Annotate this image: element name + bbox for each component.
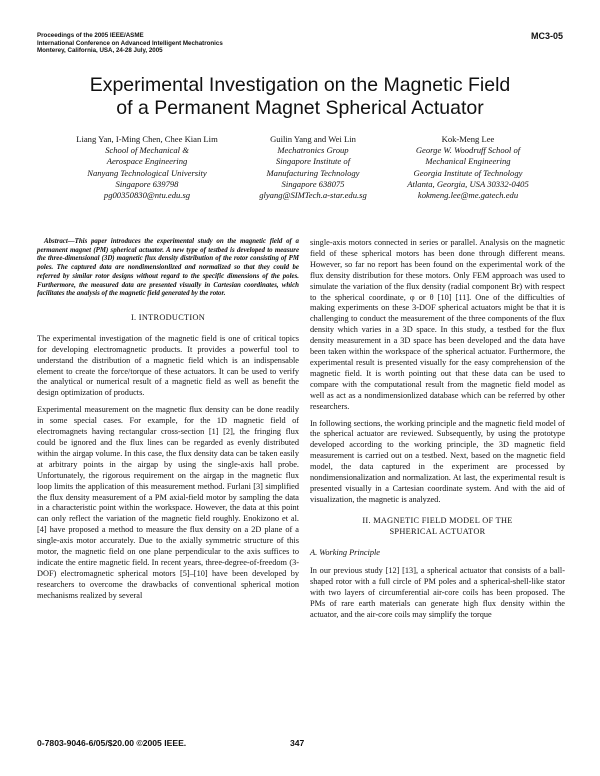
author-names: Kok-Meng Lee	[441, 134, 495, 144]
heading-line: II. MAGNETIC FIELD MODEL OF THE	[362, 515, 513, 525]
paragraph: Experimental measurement on the magnetic flux density can be done readily in some special cases. For example, for the 1D magnetic field of electromagnets having rectangular cross-section [1] [2], the fringing flux could be ignored and the flux lines can be regarded as evenly distributed within the airgap volume. In this case, the flux density data can be taken easily at arbitrary points in the airgap by using the single-axis hall probe. Unfortunately, the rigorous requirement on the airgap in the magnetic flux loop limits the application of this measurement method. Furlani [3] simplified the flux density measurement of a PM axial-field motor by sampling the data in a characteristic point within the workspace. However, the data at this point can only reflect the variation of the magnetic field roughly. Enokizono et al. [4] have proposed a method to measure the flux density on a 2D plane of a single-axis motor accurately. Due to the axially symmetric structure of this motor, the magnetic field on one plane perpendicular to the axis suffices to indicate the entire magnetic field. In recent years, three-degree-of-freedom (3-DOF) electromagnetic spherical motors [5]–[10] have been developed by researchers to overcome the drawbacks of conventional spherical motion mechanisms realized by several	[37, 405, 299, 600]
author-block-2	[238, 134, 388, 201]
affiliation-line: Atlanta, Georgia, USA 30332-0405	[407, 178, 529, 189]
heading-line: SPHERICAL ACTUATOR	[389, 526, 486, 536]
affiliation-line: Aerospace Engineering	[106, 156, 188, 167]
affiliation-line: Singapore 639798	[115, 178, 179, 189]
abstract: Abstract—This paper introduces the experimental study on the magnetic field of a permanent magnet (PM) spherical actuator. A new type of testbed is developed to measure the three-dimensional (3D) magnetic flux density distribution of the rotor consisting of PM poles. The captured data are nondimensionlized and normalized so that they could be referred by similar rotor designs without regard to the specific dimensions of the poles. Furthermore, the measured data are presented visually in Cartesian coordinates, which facilitates the analysis of the magnetic field generated by the rotor.	[37, 238, 299, 298]
paragraph: In following sections, the working principle and the magnetic field model of the spherical actuator are reviewed. Subsequently, by using the prototype developed according to the working principle, the 3D magnetic field measurement is carried out on a testbed. Next, based on the magnetic field model, the data captured in the experiment are processed by nondimensionalization and normalization. At last, the experimental result is presented visually in a Cartesian coordinate system. And with the aid of visualization, the magnetic is analyzed.	[310, 418, 565, 504]
subsection-heading-working-principle: A. Working Principle	[310, 547, 380, 557]
page-number: 347	[290, 738, 305, 748]
author-email: kokmeng.lee@me.gatech.edu	[417, 190, 519, 201]
section-heading-introduction: I. INTRODUCTION	[130, 312, 206, 322]
affiliation-line: Nanyang Technological University	[87, 167, 207, 178]
author-names: Liang Yan, I-Ming Chen, Chee Kian Lim	[76, 134, 218, 144]
author-block-3	[383, 134, 553, 201]
section-heading-magnetic-field-model	[310, 516, 565, 538]
affiliation-line: Mechatronics Group	[277, 145, 349, 156]
affiliation-line: Georgia Institute of Technology	[413, 167, 523, 178]
header-line: Proceedings of the 2005 IEEE/ASME	[37, 32, 144, 39]
title-line-2: of a Permanent Magnet Spherical Actuator	[116, 97, 484, 119]
footer-isbn: 0-7803-9046-6/05/$20.00 ©2005 IEEE.	[37, 738, 187, 748]
paragraph: single-axis motors connected in series or parallel. Analysis on the magnetic field of these spherical motors has been done through different means. However, so far no report has been found on the experimental work of the flux density distribution for these motors. Only FEM approach was used to simulate the variation of the flux density (radial component Br) with respect to the spherical coordinate, φ or θ [10] [11]. One of the difficulties of making experiments on these 3-DOF spherical actuators might be that it is challenging to conduct the measurement of the three components of the flux density which varies in a 3D space. In this study, a testbed for the flux density measurement in a 3D space has been developed and the data have been taken within the workspace of the spherical actuator. Furthermore, the experimental result is presented visually for the easy comprehension of the magnetic field. It is worth pointing out that these data can be used to compare with the computational result from the magnetic field model as well as act as a nondimensionlized database which can be referred by other researchers.	[310, 238, 565, 411]
affiliation-line: Manufacturing Technology	[266, 167, 360, 178]
paper-code: MC3-05	[530, 31, 563, 41]
affiliation-line: George W. Woodruff School of	[415, 145, 521, 156]
paragraph: In our previous study [12] [13], a spherical actuator that consists of a ball-shaped rotor with a full circle of PM poles and a spherical-shell-like stator with two layers of circumferential air-core coils has been proposed. The PMs of rare earth materials can generate high flux density within the actuator, and the air-core coils may simplify the torque	[310, 566, 565, 620]
proceedings-header	[37, 32, 223, 55]
author-email: pg00350830@ntu.edu.sg	[103, 190, 191, 201]
affiliation-line: Singapore 638075	[281, 178, 345, 189]
affiliation-line: Mechanical Engineering	[425, 156, 511, 167]
author-email: glyang@SIMTech.a-star.edu.sg	[259, 190, 367, 201]
header-line: Monterey, California, USA, 24-28 July, 2005	[37, 47, 163, 55]
paper-title	[40, 74, 560, 120]
affiliation-line: School of Mechanical &	[105, 145, 189, 156]
author-block-1	[47, 134, 247, 201]
author-names: Guilin Yang and Wei Lin	[270, 134, 356, 144]
header-line: International Conference on Advanced Intelligent Mechatronics	[37, 39, 223, 47]
right-column	[310, 238, 565, 627]
title-line-1: Experimental Investigation on the Magnetic Field	[89, 74, 511, 96]
affiliation-line: Singapore Institute of	[275, 156, 351, 167]
paragraph: The experimental investigation of the magnetic field is one of critical topics for developing electromagnetic products. It provides a powerful tool to understand the distribution of a magnetic field which is an indispensable element to create the force/torque of these actuators. It can be used to verify the analytical or numerical result of a magnetic field as well as benefit the design optimization of products.	[37, 333, 299, 398]
left-column	[37, 238, 299, 608]
